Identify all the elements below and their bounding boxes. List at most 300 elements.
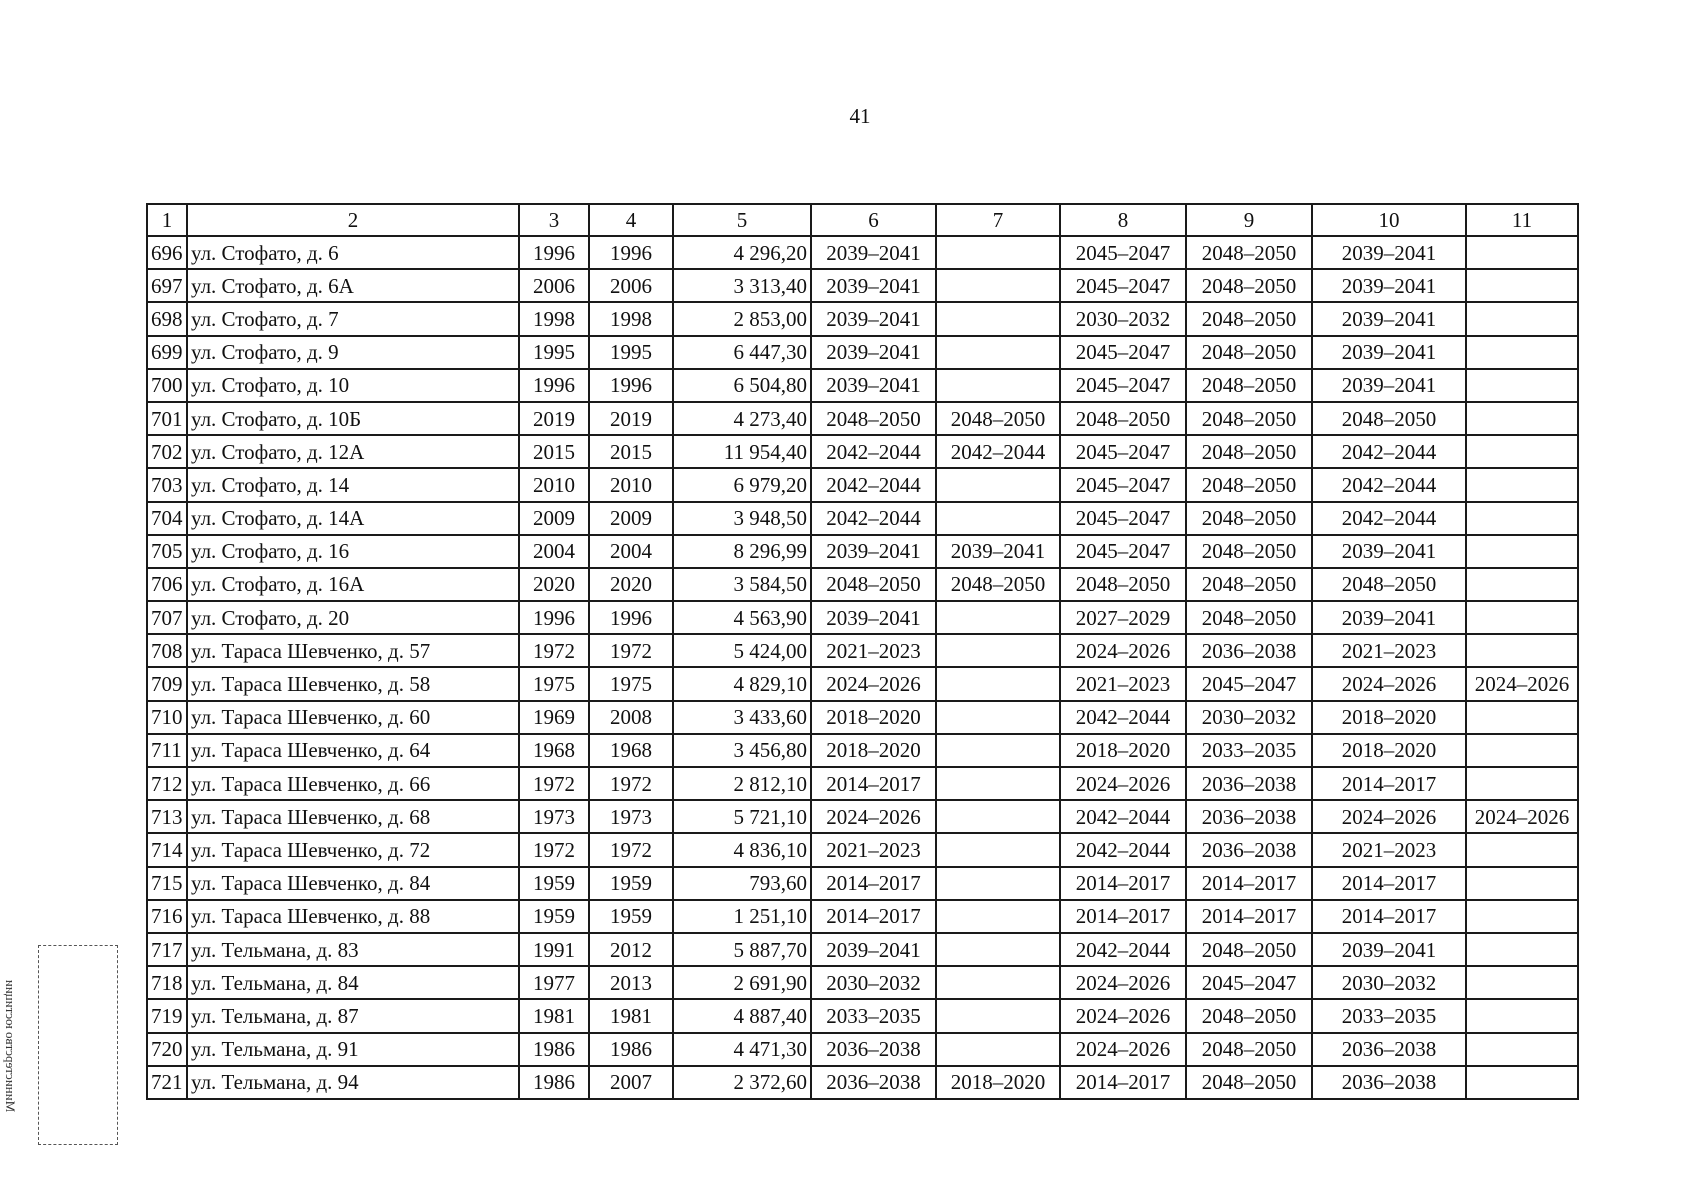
cell-period-8: 2018–2020	[1060, 734, 1186, 767]
cell-period-8: 2045–2047	[1060, 502, 1186, 535]
cell-period-11	[1466, 767, 1578, 800]
cell-address: ул. Стофато, д. 7	[187, 302, 519, 335]
table-row	[147, 734, 1578, 767]
cell-period-8: 2042–2044	[1060, 833, 1186, 866]
cell-area: 5 424,00	[673, 634, 811, 667]
cell-address: ул. Стофато, д. 9	[187, 336, 519, 369]
cell-period-10: 2042–2044	[1312, 502, 1466, 535]
cell-commission-year: 1975	[589, 667, 673, 700]
table-row	[147, 468, 1578, 501]
cell-build-year: 1981	[519, 999, 589, 1032]
cell-commission-year: 2013	[589, 966, 673, 999]
cell-period-11	[1466, 933, 1578, 966]
cell-address: ул. Стофато, д. 16А	[187, 568, 519, 601]
cell-period-8: 2024–2026	[1060, 767, 1186, 800]
cell-address: ул. Стофато, д. 14А	[187, 502, 519, 535]
cell-build-year: 1969	[519, 701, 589, 734]
cell-period-7	[936, 369, 1060, 402]
cell-build-year: 1972	[519, 634, 589, 667]
cell-period-8: 2045–2047	[1060, 236, 1186, 269]
cell-address: ул. Стофато, д. 10Б	[187, 402, 519, 435]
header-cell-period-6: 6	[811, 204, 936, 236]
cell-commission-year: 1972	[589, 634, 673, 667]
cell-row-number: 719	[147, 999, 187, 1032]
cell-commission-year: 1973	[589, 800, 673, 833]
page-number: 41	[849, 104, 871, 128]
cell-row-number: 711	[147, 734, 187, 767]
cell-period-7	[936, 800, 1060, 833]
cell-period-8: 2048–2050	[1060, 402, 1186, 435]
cell-period-11	[1466, 435, 1578, 468]
stamp-line: Министерство юстиции	[3, 979, 18, 1113]
cell-period-10: 2030–2032	[1312, 966, 1466, 999]
table-row	[147, 1033, 1578, 1066]
cell-period-8: 2030–2032	[1060, 302, 1186, 335]
cell-build-year: 1975	[519, 667, 589, 700]
cell-build-year: 1986	[519, 1066, 589, 1099]
cell-period-8: 2024–2026	[1060, 634, 1186, 667]
cell-period-9: 2048–2050	[1186, 402, 1312, 435]
cell-period-10: 2021–2023	[1312, 833, 1466, 866]
cell-commission-year: 1972	[589, 767, 673, 800]
cell-period-10: 2036–2038	[1312, 1033, 1466, 1066]
table-row	[147, 402, 1578, 435]
cell-period-8: 2042–2044	[1060, 933, 1186, 966]
cell-period-9: 2048–2050	[1186, 468, 1312, 501]
header-cell-area: 5	[673, 204, 811, 236]
cell-period-8: 2021–2023	[1060, 667, 1186, 700]
cell-address: ул. Стофато, д. 6А	[187, 269, 519, 302]
table-row	[147, 601, 1578, 634]
cell-build-year: 2015	[519, 435, 589, 468]
cell-period-9: 2048–2050	[1186, 336, 1312, 369]
cell-period-10: 2042–2044	[1312, 468, 1466, 501]
cell-period-6: 2042–2044	[811, 435, 936, 468]
cell-commission-year: 1959	[589, 900, 673, 933]
cell-period-6: 2030–2032	[811, 966, 936, 999]
cell-period-6: 2014–2017	[811, 867, 936, 900]
cell-period-10: 2033–2035	[1312, 999, 1466, 1032]
cell-period-8: 2045–2047	[1060, 435, 1186, 468]
cell-period-7: 2048–2050	[936, 402, 1060, 435]
header-cell-row-number: 1	[147, 204, 187, 236]
cell-address: ул. Тельмана, д. 83	[187, 933, 519, 966]
cell-build-year: 2019	[519, 402, 589, 435]
cell-period-9: 2048–2050	[1186, 236, 1312, 269]
cell-period-10: 2014–2017	[1312, 767, 1466, 800]
cell-period-10: 2024–2026	[1312, 667, 1466, 700]
cell-row-number: 697	[147, 269, 187, 302]
cell-area: 4 836,10	[673, 833, 811, 866]
table-row	[147, 502, 1578, 535]
cell-period-10: 2048–2050	[1312, 568, 1466, 601]
cell-address: ул. Стофато, д. 12А	[187, 435, 519, 468]
cell-period-9: 2036–2038	[1186, 767, 1312, 800]
cell-period-9: 2048–2050	[1186, 999, 1312, 1032]
cell-commission-year: 2010	[589, 468, 673, 501]
cell-period-9: 2036–2038	[1186, 833, 1312, 866]
cell-area: 3 456,80	[673, 734, 811, 767]
cell-address: ул. Стофато, д. 16	[187, 535, 519, 568]
cell-build-year: 1995	[519, 336, 589, 369]
cell-period-9: 2045–2047	[1186, 667, 1312, 700]
cell-period-9: 2048–2050	[1186, 269, 1312, 302]
cell-period-9: 2048–2050	[1186, 1066, 1312, 1099]
cell-period-7: 2039–2041	[936, 535, 1060, 568]
cell-build-year: 1973	[519, 800, 589, 833]
cell-period-11	[1466, 966, 1578, 999]
cell-period-10: 2039–2041	[1312, 369, 1466, 402]
cell-period-9: 2048–2050	[1186, 369, 1312, 402]
cell-area: 4 563,90	[673, 601, 811, 634]
cell-period-11	[1466, 634, 1578, 667]
cell-row-number: 721	[147, 1066, 187, 1099]
header-cell-period-11: 11	[1466, 204, 1578, 236]
cell-period-7	[936, 468, 1060, 501]
cell-row-number: 710	[147, 701, 187, 734]
cell-build-year: 2006	[519, 269, 589, 302]
cell-period-11	[1466, 734, 1578, 767]
cell-commission-year: 2006	[589, 269, 673, 302]
cell-address: ул. Тараса Шевченко, д. 68	[187, 800, 519, 833]
header-cell-period-8: 8	[1060, 204, 1186, 236]
table-row	[147, 833, 1578, 866]
cell-period-7: 2018–2020	[936, 1066, 1060, 1099]
cell-period-6: 2039–2041	[811, 535, 936, 568]
cell-build-year: 1959	[519, 900, 589, 933]
cell-period-10: 2018–2020	[1312, 734, 1466, 767]
cell-build-year: 1996	[519, 601, 589, 634]
header-cell-address: 2	[187, 204, 519, 236]
cell-period-7	[936, 966, 1060, 999]
cell-period-7	[936, 302, 1060, 335]
table-row	[147, 535, 1578, 568]
cell-row-number: 720	[147, 1033, 187, 1066]
cell-build-year: 1996	[519, 236, 589, 269]
cell-address: ул. Тараса Шевченко, д. 58	[187, 667, 519, 700]
cell-period-6: 2039–2041	[811, 601, 936, 634]
stamp-text	[0, 946, 19, 1146]
cell-period-11	[1466, 369, 1578, 402]
cell-area: 6 447,30	[673, 336, 811, 369]
cell-build-year: 1968	[519, 734, 589, 767]
cell-period-10: 2039–2041	[1312, 601, 1466, 634]
cell-commission-year: 1996	[589, 601, 673, 634]
cell-commission-year: 2015	[589, 435, 673, 468]
cell-period-10: 2039–2041	[1312, 269, 1466, 302]
cell-period-7	[936, 634, 1060, 667]
cell-commission-year: 2004	[589, 535, 673, 568]
cell-period-10: 2024–2026	[1312, 800, 1466, 833]
cell-area: 3 433,60	[673, 701, 811, 734]
cell-period-6: 2039–2041	[811, 933, 936, 966]
table-row	[147, 568, 1578, 601]
cell-area: 11 954,40	[673, 435, 811, 468]
cell-period-8: 2042–2044	[1060, 800, 1186, 833]
cell-build-year: 1977	[519, 966, 589, 999]
table-row	[147, 667, 1578, 700]
table-row	[147, 933, 1578, 966]
cell-period-8: 2045–2047	[1060, 336, 1186, 369]
cell-period-11	[1466, 701, 1578, 734]
cell-period-11: 2024–2026	[1466, 800, 1578, 833]
cell-period-8: 2048–2050	[1060, 568, 1186, 601]
cell-period-6: 2021–2023	[811, 833, 936, 866]
cell-period-9: 2048–2050	[1186, 502, 1312, 535]
cell-period-8: 2014–2017	[1060, 900, 1186, 933]
cell-row-number: 714	[147, 833, 187, 866]
cell-area: 1 251,10	[673, 900, 811, 933]
cell-period-11	[1466, 867, 1578, 900]
cell-period-8: 2014–2017	[1060, 1066, 1186, 1099]
stamp-line	[0, 946, 1, 1146]
cell-commission-year: 2012	[589, 933, 673, 966]
table-row	[147, 867, 1578, 900]
cell-address: ул. Тараса Шевченко, д. 60	[187, 701, 519, 734]
cell-period-6: 2018–2020	[811, 701, 936, 734]
cell-period-11: 2024–2026	[1466, 667, 1578, 700]
cell-period-9: 2036–2038	[1186, 800, 1312, 833]
cell-build-year: 1959	[519, 867, 589, 900]
cell-period-6: 2024–2026	[811, 800, 936, 833]
cell-build-year: 1996	[519, 369, 589, 402]
cell-period-8: 2014–2017	[1060, 867, 1186, 900]
table-row	[147, 435, 1578, 468]
cell-row-number: 712	[147, 767, 187, 800]
cell-period-8: 2045–2047	[1060, 269, 1186, 302]
cell-period-9: 2048–2050	[1186, 1033, 1312, 1066]
cell-area: 3 948,50	[673, 502, 811, 535]
cell-period-9: 2048–2050	[1186, 302, 1312, 335]
cell-period-8: 2024–2026	[1060, 966, 1186, 999]
cell-period-10: 2039–2041	[1312, 302, 1466, 335]
cell-area: 3 313,40	[673, 269, 811, 302]
cell-period-9: 2048–2050	[1186, 435, 1312, 468]
cell-commission-year: 1959	[589, 867, 673, 900]
cell-commission-year: 1972	[589, 833, 673, 866]
table-row	[147, 336, 1578, 369]
cell-address: ул. Тельмана, д. 94	[187, 1066, 519, 1099]
cell-area: 4 829,10	[673, 667, 811, 700]
cell-row-number: 699	[147, 336, 187, 369]
registration-stamp	[3, 945, 118, 1145]
cell-period-7	[936, 833, 1060, 866]
cell-commission-year: 2020	[589, 568, 673, 601]
cell-row-number: 703	[147, 468, 187, 501]
header-cell-period-7: 7	[936, 204, 1060, 236]
cell-row-number: 717	[147, 933, 187, 966]
table-row	[147, 966, 1578, 999]
cell-period-9: 2014–2017	[1186, 900, 1312, 933]
cell-period-7	[936, 269, 1060, 302]
cell-area: 2 372,60	[673, 1066, 811, 1099]
cell-period-7	[936, 767, 1060, 800]
cell-period-6: 2039–2041	[811, 369, 936, 402]
cell-period-9: 2048–2050	[1186, 568, 1312, 601]
cell-period-10: 2039–2041	[1312, 933, 1466, 966]
cell-build-year: 1972	[519, 833, 589, 866]
cell-build-year: 1998	[519, 302, 589, 335]
cell-period-6: 2036–2038	[811, 1033, 936, 1066]
cell-period-11	[1466, 302, 1578, 335]
cell-period-9: 2036–2038	[1186, 634, 1312, 667]
cell-period-11	[1466, 502, 1578, 535]
table-row	[147, 269, 1578, 302]
cell-period-6: 2048–2050	[811, 402, 936, 435]
cell-period-9: 2048–2050	[1186, 933, 1312, 966]
cell-period-8: 2024–2026	[1060, 999, 1186, 1032]
cell-period-6: 2039–2041	[811, 302, 936, 335]
table-row	[147, 369, 1578, 402]
cell-period-6: 2033–2035	[811, 999, 936, 1032]
cell-period-7	[936, 336, 1060, 369]
header-cell-build-year: 3	[519, 204, 589, 236]
cell-period-9: 2030–2032	[1186, 701, 1312, 734]
cell-commission-year: 1995	[589, 336, 673, 369]
cell-period-6: 2042–2044	[811, 502, 936, 535]
cell-period-6: 2014–2017	[811, 900, 936, 933]
cell-period-8: 2042–2044	[1060, 701, 1186, 734]
cell-commission-year: 1996	[589, 369, 673, 402]
cell-area: 8 296,99	[673, 535, 811, 568]
cell-row-number: 709	[147, 667, 187, 700]
cell-build-year: 1991	[519, 933, 589, 966]
cell-period-10: 2021–2023	[1312, 634, 1466, 667]
cell-row-number: 716	[147, 900, 187, 933]
cell-period-7	[936, 999, 1060, 1032]
cell-period-10: 2014–2017	[1312, 900, 1466, 933]
table-header-row	[147, 204, 1578, 236]
cell-period-9: 2048–2050	[1186, 601, 1312, 634]
cell-period-7	[936, 667, 1060, 700]
cell-row-number: 715	[147, 867, 187, 900]
cell-period-7	[936, 734, 1060, 767]
cell-area: 4 471,30	[673, 1033, 811, 1066]
cell-row-number: 713	[147, 800, 187, 833]
cell-period-6: 2021–2023	[811, 634, 936, 667]
cell-period-6: 2039–2041	[811, 336, 936, 369]
header-cell-period-10: 10	[1312, 204, 1466, 236]
cell-period-8: 2045–2047	[1060, 535, 1186, 568]
cell-period-6: 2039–2041	[811, 269, 936, 302]
cell-row-number: 718	[147, 966, 187, 999]
cell-commission-year: 1981	[589, 999, 673, 1032]
cell-period-6: 2042–2044	[811, 468, 936, 501]
cell-period-6: 2014–2017	[811, 767, 936, 800]
cell-area: 793,60	[673, 867, 811, 900]
cell-address: ул. Тараса Шевченко, д. 88	[187, 900, 519, 933]
cell-row-number: 702	[147, 435, 187, 468]
cell-commission-year: 2008	[589, 701, 673, 734]
cell-period-10: 2039–2041	[1312, 236, 1466, 269]
cell-period-11	[1466, 402, 1578, 435]
cell-period-10: 2039–2041	[1312, 535, 1466, 568]
cell-period-11	[1466, 900, 1578, 933]
cell-period-7	[936, 933, 1060, 966]
header-cell-commission-year: 4	[589, 204, 673, 236]
cell-commission-year: 1998	[589, 302, 673, 335]
cell-build-year: 1986	[519, 1033, 589, 1066]
cell-period-11	[1466, 468, 1578, 501]
cell-period-8: 2045–2047	[1060, 468, 1186, 501]
cell-address: ул. Тельмана, д. 87	[187, 999, 519, 1032]
cell-period-11	[1466, 236, 1578, 269]
cell-period-11	[1466, 999, 1578, 1032]
cell-address: ул. Стофато, д. 20	[187, 601, 519, 634]
cell-commission-year: 2007	[589, 1066, 673, 1099]
cell-area: 6 504,80	[673, 369, 811, 402]
cell-period-10: 2042–2044	[1312, 435, 1466, 468]
cell-period-11	[1466, 833, 1578, 866]
cell-period-8: 2024–2026	[1060, 1033, 1186, 1066]
cell-period-10: 2048–2050	[1312, 402, 1466, 435]
cell-row-number: 708	[147, 634, 187, 667]
cell-period-7	[936, 502, 1060, 535]
cell-row-number: 706	[147, 568, 187, 601]
cell-commission-year: 1996	[589, 236, 673, 269]
cell-row-number: 704	[147, 502, 187, 535]
cell-address: ул. Тельмана, д. 84	[187, 966, 519, 999]
cell-address: ул. Тараса Шевченко, д. 84	[187, 867, 519, 900]
cell-commission-year: 2019	[589, 402, 673, 435]
cell-area: 6 979,20	[673, 468, 811, 501]
cell-area: 2 853,00	[673, 302, 811, 335]
cell-period-6: 2048–2050	[811, 568, 936, 601]
cell-area: 4 273,40	[673, 402, 811, 435]
cell-period-7	[936, 867, 1060, 900]
cell-commission-year: 1968	[589, 734, 673, 767]
cell-build-year: 1972	[519, 767, 589, 800]
cell-period-11	[1466, 336, 1578, 369]
cell-period-9: 2033–2035	[1186, 734, 1312, 767]
table-row	[147, 900, 1578, 933]
cell-area: 5 721,10	[673, 800, 811, 833]
cell-period-7	[936, 900, 1060, 933]
cell-address: ул. Тараса Шевченко, д. 66	[187, 767, 519, 800]
table-row	[147, 634, 1578, 667]
cell-build-year: 2010	[519, 468, 589, 501]
table-row	[147, 302, 1578, 335]
cell-period-11	[1466, 601, 1578, 634]
housing-schedule-table	[146, 203, 1579, 1100]
cell-period-7	[936, 701, 1060, 734]
cell-commission-year: 2009	[589, 502, 673, 535]
table-row	[147, 767, 1578, 800]
cell-row-number: 696	[147, 236, 187, 269]
cell-period-7	[936, 236, 1060, 269]
cell-period-7	[936, 601, 1060, 634]
cell-area: 3 584,50	[673, 568, 811, 601]
cell-row-number: 707	[147, 601, 187, 634]
cell-period-10: 2014–2017	[1312, 867, 1466, 900]
table-row	[147, 800, 1578, 833]
cell-address: ул. Тараса Шевченко, д. 72	[187, 833, 519, 866]
cell-area: 4 887,40	[673, 999, 811, 1032]
cell-period-10: 2018–2020	[1312, 701, 1466, 734]
cell-period-10: 2039–2041	[1312, 336, 1466, 369]
header-cell-period-9: 9	[1186, 204, 1312, 236]
cell-period-6: 2036–2038	[811, 1066, 936, 1099]
cell-address: ул. Тельмана, д. 91	[187, 1033, 519, 1066]
cell-commission-year: 1986	[589, 1033, 673, 1066]
cell-period-11	[1466, 568, 1578, 601]
cell-build-year: 2020	[519, 568, 589, 601]
cell-area: 4 296,20	[673, 236, 811, 269]
table-row	[147, 1066, 1578, 1099]
cell-address: ул. Стофато, д. 14	[187, 468, 519, 501]
cell-period-7: 2048–2050	[936, 568, 1060, 601]
table-row	[147, 236, 1578, 269]
